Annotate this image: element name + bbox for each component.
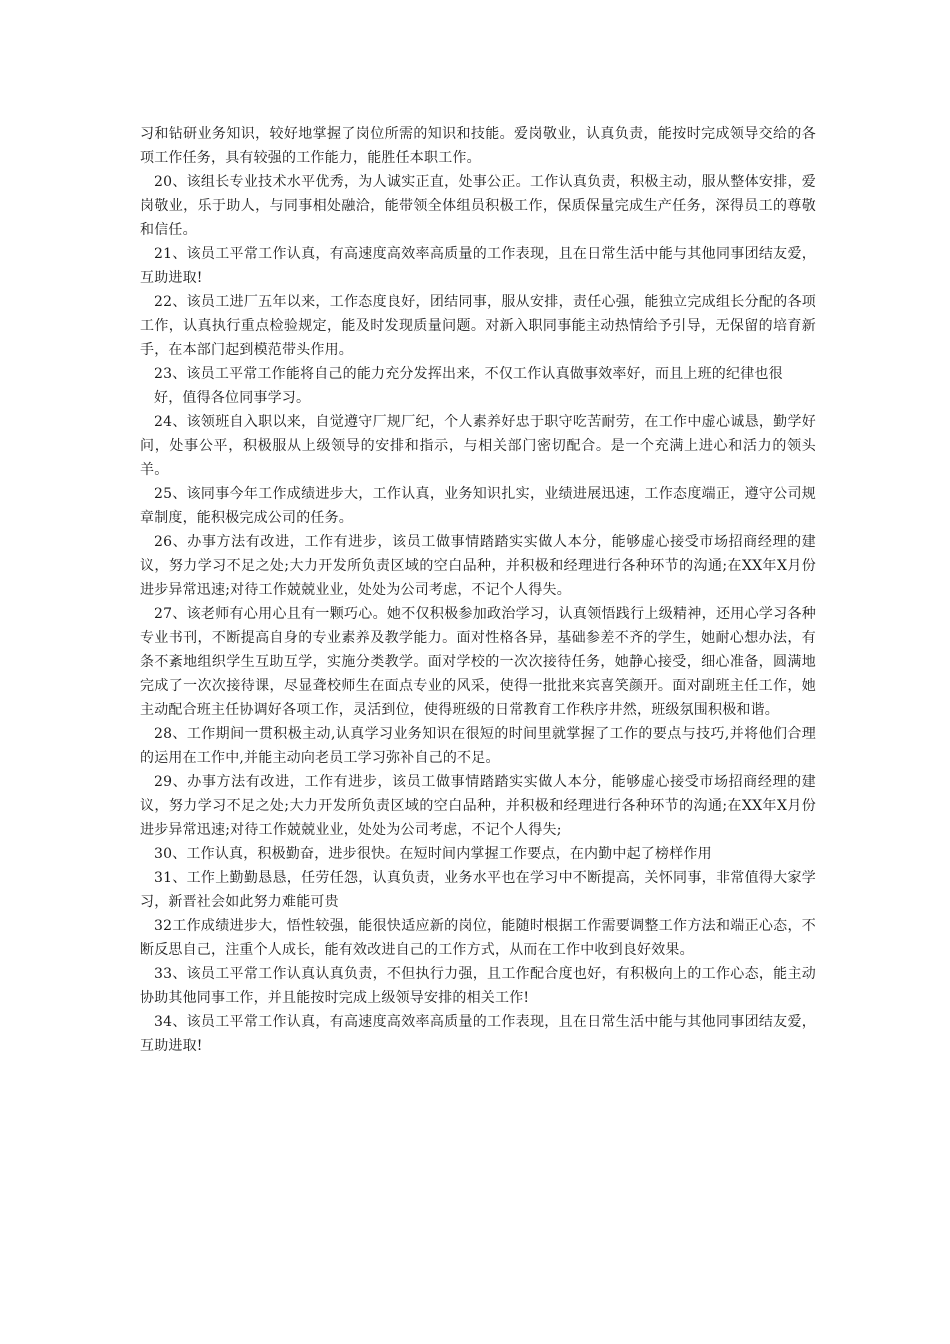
paragraph-21: 21、该员工平常工作认真，有高速度高效率高质量的工作表现，且在日常生活中能与其他同事团结友爱，互助进取! (140, 246, 816, 286)
paragraph-30: 30、工作认真，积极勤奋，进步很快。在短时间内掌握工作要点，在内勤中起了榜样作用 (154, 846, 712, 862)
paragraph-23: 23、该员工平常工作能将自己的能力充分发挥出来，不仅工作认真做事效率好，而且上班的纪律也很 (154, 366, 783, 382)
paragraph-22: 22、该员工进厂五年以来，工作态度良好，团结同事，服从安排，责任心强，能独立完成组长分配的各项工作，认真执行重点检验规定，能及时发现质量问题。对新入职同事能主动热情给予引导，无保留的培育新手，在本部门起到模范带头作用。 (140, 294, 816, 358)
document-page (140, 122, 816, 1058)
paragraph-29: 29、办事方法有改进，工作有进步，该员工做事情踏踏实实做人本分，能够虚心接受市场招商经理的建议，努力学习不足之处;大力开发所负责区域的空白品种，并积极和经理进行各种环节的沟通;在XX年X月份进步异常迅速;对待工作兢兢业业，处处为公司考虑，不记个人得失; (140, 774, 816, 838)
paragraph-24: 24、该领班自入职以来，自觉遵守厂规厂纪，个人素养好忠于职守吃苦耐劳，在工作中虚心诚恳，勤学好问，处事公平，积极服从上级领导的安排和指示，与相关部门密切配合。是一个充满上进心和活力的领头羊。 (140, 414, 816, 478)
paragraph-32: 32工作成绩进步大，悟性较强，能很快适应新的岗位，能随时根据工作需要调整工作方法和端正心态，不断反思自己，注重个人成长，能有效改进自己的工作方式，从而在工作中收到良好效果。 (140, 918, 816, 958)
paragraph-26: 26、办事方法有改进，工作有进步，该员工做事情踏踏实实做人本分，能够虚心接受市场招商经理的建议，努力学习不足之处;大力开发所负责区域的空白品种，并积极和经理进行各种环节的沟通;在XX年X月份进步异常迅速;对待工作兢兢业业，处处为公司考虑，不记个人得失。 (140, 534, 816, 598)
paragraph-27: 27、该老师有心用心且有一颗巧心。她不仅积极参加政治学习，认真领悟践行上级精神，还用心学习各种专业书刊，不断提高自身的专业素养及教学能力。面对性格各异，基础参差不齐的学生，她耐心想办法，有条不紊地组织学生互助互学，实施分类教学。面对学校的一次次接待任务，她静心接受，细心准备，圆满地完成了一次次接待课，尽显聋校师生在面点专业的风采，使得一批批来宾喜笑颜开。面对副班主任工作，她主动配合班主任协调好各项工作，灵活到位，使得班级的日常教育工作秩序井然，班级氛围积极和谐。 (140, 606, 816, 718)
paragraph-28: 28、工作期间一贯积极主动,认真学习业务知识在很短的时间里就掌握了工作的要点与技巧,并将他们合理的运用在工作中,并能主动向老员工学习弥补自己的不足。 (140, 726, 816, 766)
paragraph-25: 25、该同事今年工作成绩进步大，工作认真，业务知识扎实，业绩进展迅速，工作态度端正，遵守公司规章制度，能积极完成公司的任务。 (140, 486, 816, 526)
paragraph-20: 20、该组长专业技术水平优秀，为人诚实正直，处事公正。工作认真负责，积极主动，服从整体安排，爱岗敬业，乐于助人，与同事相处融洽，能带领全体组员积极工作，保质保量完成生产任务，深得员工的尊敬和信任。 (140, 174, 816, 238)
paragraph-34: 34、该员工平常工作认真，有高速度高效率高质量的工作表现，且在日常生活中能与其他同事团结友爱，互助进取! (140, 1014, 816, 1054)
paragraph-23-continued: 好，值得各位同事学习。 (154, 390, 311, 406)
paragraph-0: 习和钻研业务知识，较好地掌握了岗位所需的知识和技能。爱岗敬业，认真负责，能按时完成领导交给的各项工作任务，具有较强的工作能力，能胜任本职工作。 (140, 126, 816, 166)
paragraph-33: 33、该员工平常工作认真认真负责，不但执行力强，且工作配合度也好，有积极向上的工作心态，能主动协助其他同事工作，并且能按时完成上级领导安排的相关工作! (140, 966, 816, 1006)
paragraph-31: 31、工作上勤勤恳恳，任劳任怨，认真负责，业务水平也在学习中不断提高，关怀同事，非常值得大家学习，新晋社会如此努力难能可贵 (140, 870, 816, 910)
